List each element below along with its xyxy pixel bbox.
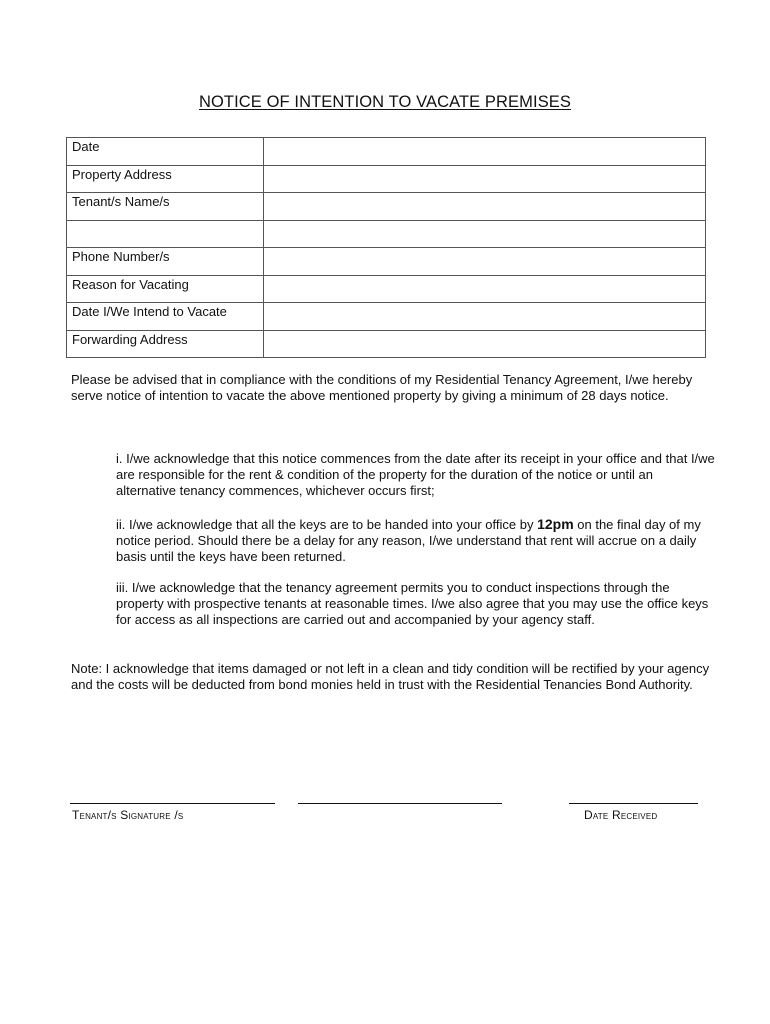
date-field[interactable]: [264, 138, 706, 166]
second-signature-line[interactable]: [298, 803, 502, 804]
vacate-date-field[interactable]: [264, 303, 706, 331]
field-label: Date: [67, 138, 264, 166]
acknowledgement-ii-text-end: on the final day of my notice period. Should there be a delay for any reason, I/we understand that rent will accrue on a daily basis until the keys have been returned.: [116, 517, 701, 565]
acknowledgement-iii: iii. I/we acknowledge that the tenancy agreement permits you to conduct inspections through the property with prospective tenants at reasonable times. I/we also agree that you may use the office keys for access as all inspections are carried out and accompanied by your agency staff.: [116, 580, 709, 628]
table-row: [67, 220, 706, 248]
field-label: Reason for Vacating: [67, 275, 264, 303]
tenant-name-field-2[interactable]: [264, 220, 706, 248]
page-title: NOTICE OF INTENTION TO VACATE PREMISES: [198, 93, 572, 111]
handover-time: 12pm: [537, 516, 574, 532]
phone-number-field[interactable]: [264, 248, 706, 276]
tenant-name-field[interactable]: [264, 193, 706, 221]
note-paragraph: Note: I acknowledge that items damaged or not left in a clean and tidy condition will be rectified by your agency and the costs will be deducted from bond monies held in trust with the Residential Tenancies Bond Authority.: [71, 661, 710, 693]
property-address-field[interactable]: [264, 165, 706, 193]
table-row: [67, 193, 706, 221]
field-label: [67, 220, 264, 248]
table-row: [67, 275, 706, 303]
acknowledgement-ii-text: ii. I/we acknowledge that all the keys are to be handed into your office by: [116, 517, 538, 532]
tenant-signature-line[interactable]: [70, 803, 275, 804]
details-table: [66, 137, 706, 358]
field-label: Property Address: [67, 165, 264, 193]
tenant-signature-label: Tenant/s Signature /s: [72, 808, 184, 822]
date-received-label: Date Received: [584, 808, 658, 822]
forwarding-address-field[interactable]: [264, 330, 706, 358]
table-row: [67, 248, 706, 276]
field-label: Tenant/s Name/s: [67, 193, 264, 221]
reason-field[interactable]: [264, 275, 706, 303]
field-label: Forwarding Address: [67, 330, 264, 358]
acknowledgement-i: i. I/we acknowledge that this notice commences from the date after its receipt in your office and that I/we are responsible for the rent & condition of the property for the duration of the notice or until an alternative tenancy commences, whichever occurs first;: [116, 451, 715, 499]
acknowledgement-ii: [116, 516, 716, 566]
table-row: [67, 303, 706, 331]
date-received-line[interactable]: [569, 803, 698, 804]
table-row: [67, 330, 706, 358]
intro-paragraph: Please be advised that in compliance with the conditions of my Residential Tenancy Agreement, I/we hereby serve notice of intention to vacate the above mentioned property by giving a minimum of 28 days notice.: [71, 372, 693, 404]
table-row: [67, 165, 706, 193]
table-row: [67, 138, 706, 166]
field-label: Phone Number/s: [67, 248, 264, 276]
field-label: Date I/We Intend to Vacate: [67, 303, 264, 331]
